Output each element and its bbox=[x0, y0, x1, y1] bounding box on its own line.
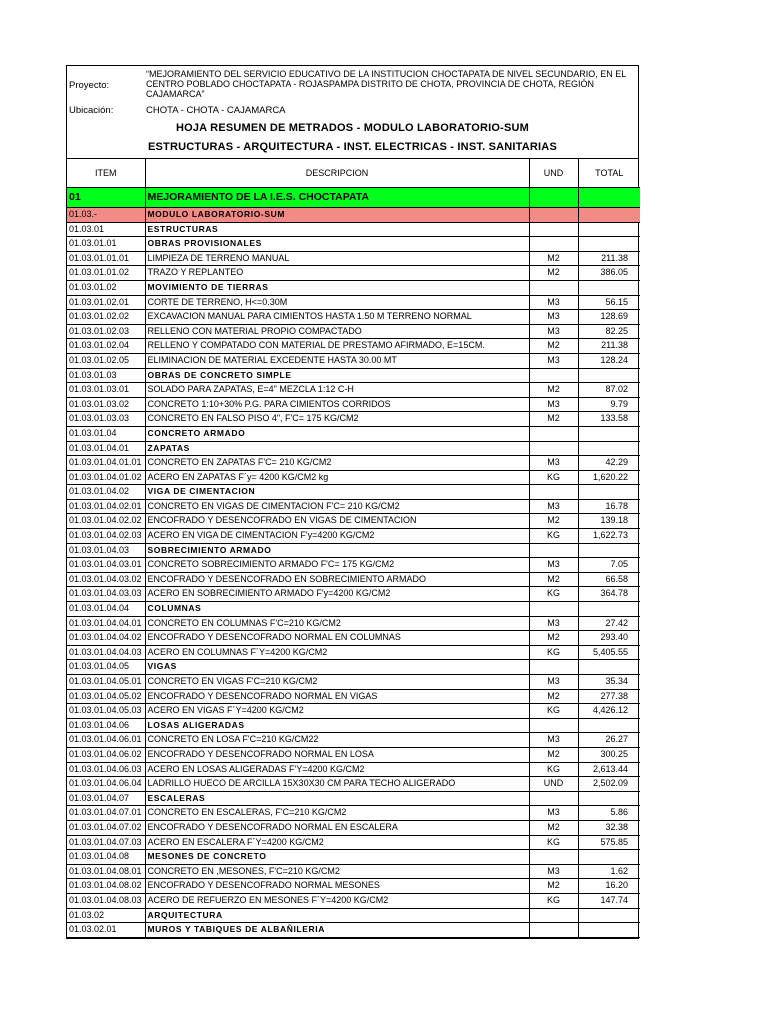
table-row bbox=[67, 543, 640, 558]
row-description-cell: MUROS Y TABIQUES DE ALBAÑILERIA bbox=[145, 923, 529, 938]
row-unit-cell: M3 bbox=[529, 456, 578, 471]
row-total-cell: 211.38 bbox=[578, 251, 640, 266]
row-description-cell: ESCALERAS bbox=[145, 791, 529, 806]
row-item-cell: 01.03.01.04.07 bbox=[67, 791, 145, 806]
table-row bbox=[67, 368, 640, 383]
metrados-table bbox=[67, 159, 640, 938]
row-unit-cell bbox=[529, 208, 578, 223]
row-total-cell bbox=[578, 602, 640, 617]
row-total-cell: 139.18 bbox=[578, 514, 640, 529]
row-item-cell: 01.03.01.01.02 bbox=[67, 266, 145, 281]
row-total-cell bbox=[578, 660, 640, 675]
row-unit-cell bbox=[529, 543, 578, 558]
row-description-cell: CONCRETO EN VIGAS DE CIMENTACION F'C= 210 KG/CM2 bbox=[145, 499, 529, 514]
row-description-cell: COLUMNAS bbox=[145, 602, 529, 617]
row-description-cell: CONCRETO SOBRECIMIENTO ARMADO F'C= 175 KG/CM2 bbox=[145, 558, 529, 573]
row-unit-cell: M3 bbox=[529, 864, 578, 879]
row-item-cell: 01.03.01.01 bbox=[67, 237, 145, 252]
column-header-und: UND bbox=[529, 159, 578, 188]
row-unit-cell bbox=[529, 237, 578, 252]
row-unit-cell: M3 bbox=[529, 675, 578, 690]
row-item-cell: 01.03.01.04.05.01 bbox=[67, 675, 145, 690]
row-item-cell: 01.03.01.04.02.02 bbox=[67, 514, 145, 529]
table-row bbox=[67, 412, 640, 427]
row-total-cell: 9.79 bbox=[578, 397, 640, 412]
table-row bbox=[67, 835, 640, 850]
row-total-cell: 26.27 bbox=[578, 733, 640, 748]
row-unit-cell: M3 bbox=[529, 733, 578, 748]
row-unit-cell: KG bbox=[529, 470, 578, 485]
table-row bbox=[67, 733, 640, 748]
row-total-cell: 27.42 bbox=[578, 616, 640, 631]
row-unit-cell: M3 bbox=[529, 397, 578, 412]
row-total-cell: 5,405.55 bbox=[578, 645, 640, 660]
row-description-cell: ZAPATAS bbox=[145, 441, 529, 456]
row-description-cell: CONCRETO EN COLUMNAS F'C=210 KG/CM2 bbox=[145, 616, 529, 631]
ubicacion-value: CHOTA - CHOTA - CAJAMARCA bbox=[146, 104, 286, 116]
proyecto-value: “MEJORAMIENTO DEL SERVICIO EDUCATIVO DE LA INSTITUCION CHOCTAPATA DE NIVEL SECUNDARIO, EN EL CENTRO POBLADO CHOCTAPATA - ROJASPAMPA DISTRITO DE CHOTA, PROVINCIA DE CHOTA, REGIÓN CAJAMARCA” bbox=[146, 69, 626, 99]
table-row bbox=[67, 280, 640, 295]
row-description-cell: ACERO DE REFUERZO EN MESONES F´Y=4200 KG/CM2 bbox=[145, 893, 529, 908]
row-total-cell bbox=[578, 850, 640, 865]
row-total-cell: 1,620.22 bbox=[578, 470, 640, 485]
row-unit-cell: M2 bbox=[529, 689, 578, 704]
table-row bbox=[67, 850, 640, 865]
table-row bbox=[67, 747, 640, 762]
row-unit-cell bbox=[529, 426, 578, 441]
row-item-cell: 01.03.- bbox=[67, 208, 145, 223]
row-total-cell: 4,426.12 bbox=[578, 704, 640, 719]
row-total-cell bbox=[578, 222, 640, 237]
row-total-cell: 56.15 bbox=[578, 295, 640, 310]
row-unit-cell bbox=[529, 280, 578, 295]
row-description-cell: ACERO EN ESCALERA F´Y=4200 KG/CM2 bbox=[145, 835, 529, 850]
sheet-title: HOJA RESUMEN DE METRADOS - MODULO LABORATORIO-SUM bbox=[175, 122, 530, 134]
sheet-subtitle: ESTRUCTURAS - ARQUITECTURA - INST. ELECTRICAS - INST. SANITARIAS bbox=[67, 136, 638, 159]
row-item-cell: 01.03.01.04.04.03 bbox=[67, 645, 145, 660]
row-description-cell: ELIMINACION DE MATERIAL EXCEDENTE HASTA 30.00 MT bbox=[145, 353, 529, 368]
row-description-cell: LIMPIEZA DE TERRENO MANUAL bbox=[145, 251, 529, 266]
table-row bbox=[67, 383, 640, 398]
column-header-total: TOTAL bbox=[578, 159, 640, 188]
row-item-cell: 01.03.01.02 bbox=[67, 280, 145, 295]
row-item-cell: 01.03.01.04.04.01 bbox=[67, 616, 145, 631]
row-description-cell: ENCOFRADO Y DESENCOFRADO EN VIGAS DE CIMENTACION bbox=[145, 514, 529, 529]
row-description-cell: ENCOFRADO Y DESENCOFRADO NORMAL EN ESCALERA bbox=[145, 820, 529, 835]
row-item-cell: 01 bbox=[67, 188, 145, 208]
column-header-descripcion: DESCRIPCION bbox=[145, 159, 529, 188]
table-row bbox=[67, 485, 640, 500]
row-unit-cell bbox=[529, 923, 578, 938]
table-row bbox=[67, 353, 640, 368]
row-unit-cell: M2 bbox=[529, 572, 578, 587]
row-unit-cell bbox=[529, 791, 578, 806]
row-item-cell: 01.03.01.04.01 bbox=[67, 441, 145, 456]
row-unit-cell bbox=[529, 660, 578, 675]
row-total-cell: 300.25 bbox=[578, 747, 640, 762]
row-total-cell bbox=[578, 923, 640, 938]
row-unit-cell: KG bbox=[529, 645, 578, 660]
table-row bbox=[67, 777, 640, 792]
row-description-cell: MESONES DE CONCRETO bbox=[145, 850, 529, 865]
table-header-row bbox=[67, 159, 640, 188]
row-item-cell: 01.03.01.04.06 bbox=[67, 718, 145, 733]
table-row bbox=[67, 893, 640, 908]
table-row bbox=[67, 324, 640, 339]
row-description-cell: CONCRETO EN VIGAS F'C=210 KG/CM2 bbox=[145, 675, 529, 690]
row-description-cell: VIGAS bbox=[145, 660, 529, 675]
table-row bbox=[67, 529, 640, 544]
row-total-cell: 35.34 bbox=[578, 675, 640, 690]
row-description-cell: RELLENO CON MATERIAL PROPIO COMPACTADO bbox=[145, 324, 529, 339]
row-unit-cell bbox=[529, 368, 578, 383]
ubicacion-row bbox=[67, 100, 638, 120]
row-item-cell: 01.03.01.04.05.03 bbox=[67, 704, 145, 719]
row-item-cell: 01.03.01.04.01.02 bbox=[67, 470, 145, 485]
table-row bbox=[67, 208, 640, 223]
table-row bbox=[67, 310, 640, 325]
row-description-cell: ENCOFRADO Y DESENCOFRADO NORMAL EN VIGAS bbox=[145, 689, 529, 704]
row-unit-cell bbox=[529, 718, 578, 733]
row-description-cell: RELLENO Y COMPATADO CON MATERIAL DE PRESTAMO AFIRMADO, E=15CM. bbox=[145, 339, 529, 354]
row-unit-cell: UND bbox=[529, 777, 578, 792]
row-unit-cell: M2 bbox=[529, 631, 578, 646]
row-description-cell: OBRAS DE CONCRETO SIMPLE bbox=[145, 368, 529, 383]
row-unit-cell: KG bbox=[529, 704, 578, 719]
row-total-cell: 66.58 bbox=[578, 572, 640, 587]
row-item-cell: 01.03.01.03.01 bbox=[67, 383, 145, 398]
row-item-cell: 01.03.02.01 bbox=[67, 923, 145, 938]
row-description-cell: LADRILLO HUECO DE ARCILLA 15X30X30 CM PARA TECHO ALIGERADO bbox=[145, 777, 529, 792]
row-total-cell: 16.20 bbox=[578, 879, 640, 894]
row-unit-cell: M2 bbox=[529, 820, 578, 835]
row-unit-cell: M2 bbox=[529, 514, 578, 529]
table-row bbox=[67, 499, 640, 514]
row-item-cell: 01.03.01.04.02 bbox=[67, 485, 145, 500]
row-total-cell bbox=[578, 791, 640, 806]
row-total-cell: 32.38 bbox=[578, 820, 640, 835]
table-row bbox=[67, 806, 640, 821]
row-description-cell: TRAZO Y REPLANTEO bbox=[145, 266, 529, 281]
row-unit-cell: M2 bbox=[529, 383, 578, 398]
row-item-cell: 01.03.01.04.06.02 bbox=[67, 747, 145, 762]
row-total-cell: 128.24 bbox=[578, 353, 640, 368]
row-total-cell: 2,502.09 bbox=[578, 777, 640, 792]
row-total-cell: 2,613.44 bbox=[578, 762, 640, 777]
row-description-cell: CONCRETO EN ,MESONES, F'C=210 KG/CM2 bbox=[145, 864, 529, 879]
row-description-cell: ACERO EN VIGAS F´Y=4200 KG/CM2 bbox=[145, 704, 529, 719]
table-row bbox=[67, 456, 640, 471]
row-total-cell: 16.78 bbox=[578, 499, 640, 514]
row-description-cell: ACERO EN COLUMNAS F´Y=4200 KG/CM2 bbox=[145, 645, 529, 660]
row-description-cell: ESTRUCTURAS bbox=[145, 222, 529, 237]
table-row bbox=[67, 689, 640, 704]
row-item-cell: 01.03.01.02.03 bbox=[67, 324, 145, 339]
row-item-cell: 01.03.01.04 bbox=[67, 426, 145, 441]
row-item-cell: 01.03.01.02.01 bbox=[67, 295, 145, 310]
proyecto-row bbox=[67, 66, 638, 100]
row-unit-cell: KG bbox=[529, 893, 578, 908]
row-item-cell: 01.03.01.04.05.02 bbox=[67, 689, 145, 704]
row-unit-cell: M2 bbox=[529, 266, 578, 281]
row-unit-cell: M3 bbox=[529, 558, 578, 573]
row-total-cell bbox=[578, 543, 640, 558]
table-row bbox=[67, 339, 640, 354]
proyecto-label: Proyecto: bbox=[69, 80, 110, 91]
table-row bbox=[67, 645, 640, 660]
row-description-cell: ACERO EN SOBRECIMIENTO ARMADO F'y=4200 KG/CM2 bbox=[145, 587, 529, 602]
row-total-cell: 128.69 bbox=[578, 310, 640, 325]
row-total-cell: 1,622.73 bbox=[578, 529, 640, 544]
table-row bbox=[67, 704, 640, 719]
row-item-cell: 01.03.01.04.06.01 bbox=[67, 733, 145, 748]
row-item-cell: 01.03.01.04.02.03 bbox=[67, 529, 145, 544]
row-total-cell bbox=[578, 208, 640, 223]
row-total-cell: 364.78 bbox=[578, 587, 640, 602]
row-unit-cell: M3 bbox=[529, 499, 578, 514]
row-item-cell: 01.03.01.01.01 bbox=[67, 251, 145, 266]
row-unit-cell: KG bbox=[529, 587, 578, 602]
table-row bbox=[67, 908, 640, 923]
table-row bbox=[67, 602, 640, 617]
row-description-cell: MODULO LABORATORIO-SUM bbox=[145, 208, 529, 223]
row-item-cell: 01.03.01.04.04.02 bbox=[67, 631, 145, 646]
row-total-cell: 211.38 bbox=[578, 339, 640, 354]
row-unit-cell bbox=[529, 188, 578, 208]
row-item-cell: 01.03.02 bbox=[67, 908, 145, 923]
row-total-cell bbox=[578, 188, 640, 208]
row-description-cell: VIGA DE CIMENTACION bbox=[145, 485, 529, 500]
row-item-cell: 01.03.01.04.08 bbox=[67, 850, 145, 865]
row-description-cell: CONCRETO EN FALSO PISO 4", F'C= 175 KG/CM2 bbox=[145, 412, 529, 427]
row-total-cell: 87.02 bbox=[578, 383, 640, 398]
row-item-cell: 01.03.01.04.01.01 bbox=[67, 456, 145, 471]
row-item-cell: 01.03.01.04.06.03 bbox=[67, 762, 145, 777]
table-row bbox=[67, 762, 640, 777]
table-row bbox=[67, 426, 640, 441]
row-unit-cell: M2 bbox=[529, 879, 578, 894]
row-total-cell: 147.74 bbox=[578, 893, 640, 908]
row-total-cell: 1.62 bbox=[578, 864, 640, 879]
row-total-cell bbox=[578, 237, 640, 252]
row-item-cell: 01.03.01.04.07.01 bbox=[67, 806, 145, 821]
table-row bbox=[67, 791, 640, 806]
table-row bbox=[67, 295, 640, 310]
table-row bbox=[67, 441, 640, 456]
row-description-cell: ENCOFRADO Y DESENCOFRADO EN SOBRECIMIENTO ARMADO bbox=[145, 572, 529, 587]
row-description-cell: MEJORAMIENTO DE LA I.E.S. CHOCTAPATA bbox=[145, 188, 529, 208]
table-row bbox=[67, 879, 640, 894]
row-description-cell: ARQUITECTURA bbox=[145, 908, 529, 923]
row-description-cell: CONCRETO EN LOSA F'C=210 KG/CM22 bbox=[145, 733, 529, 748]
row-item-cell: 01.03.01.04.04 bbox=[67, 602, 145, 617]
table-row bbox=[67, 675, 640, 690]
row-description-cell: ENCOFRADO Y DESENCOFRADO NORMAL EN LOSA bbox=[145, 747, 529, 762]
row-description-cell: CONCRETO EN ZAPATAS F'C= 210 KG/CM2 bbox=[145, 456, 529, 471]
row-description-cell: ACERO EN ZAPATAS F´y= 4200 KG/CM2 kg bbox=[145, 470, 529, 485]
table-row bbox=[67, 631, 640, 646]
table-row bbox=[67, 237, 640, 252]
row-total-cell bbox=[578, 368, 640, 383]
row-item-cell: 01.03.01.02.02 bbox=[67, 310, 145, 325]
row-unit-cell bbox=[529, 850, 578, 865]
row-unit-cell: M2 bbox=[529, 412, 578, 427]
row-total-cell: 82.25 bbox=[578, 324, 640, 339]
row-description-cell: ENCOFRADO Y DESENCOFRADO NORMAL EN COLUMNAS bbox=[145, 631, 529, 646]
row-total-cell bbox=[578, 485, 640, 500]
row-unit-cell bbox=[529, 602, 578, 617]
row-item-cell: 01.03.01.04.08.02 bbox=[67, 879, 145, 894]
row-description-cell: ACERO EN VIGA DE CIMENTACION F'y=4200 KG/CM2 bbox=[145, 529, 529, 544]
row-total-cell: 293.40 bbox=[578, 631, 640, 646]
table-row bbox=[67, 188, 640, 208]
row-unit-cell: M2 bbox=[529, 339, 578, 354]
row-description-cell: CONCRETO 1:10+30% P.G. PARA CIMIENTOS CORRIDOS bbox=[145, 397, 529, 412]
table-row bbox=[67, 587, 640, 602]
row-total-cell: 7.05 bbox=[578, 558, 640, 573]
row-unit-cell: KG bbox=[529, 835, 578, 850]
table-row bbox=[67, 820, 640, 835]
row-unit-cell: KG bbox=[529, 529, 578, 544]
row-total-cell: 386.05 bbox=[578, 266, 640, 281]
row-item-cell: 01.03.01.04.03 bbox=[67, 543, 145, 558]
row-unit-cell: M2 bbox=[529, 747, 578, 762]
table-row bbox=[67, 251, 640, 266]
row-item-cell: 01.03.01.04.08.03 bbox=[67, 893, 145, 908]
row-total-cell: 277.38 bbox=[578, 689, 640, 704]
row-total-cell: 133.58 bbox=[578, 412, 640, 427]
row-description-cell: MOVIMIENTO DE TIERRAS bbox=[145, 280, 529, 295]
table-row bbox=[67, 558, 640, 573]
row-item-cell: 01.03.01.04.08.01 bbox=[67, 864, 145, 879]
table-row bbox=[67, 572, 640, 587]
row-unit-cell: M3 bbox=[529, 616, 578, 631]
row-item-cell: 01.03.01.04.02.01 bbox=[67, 499, 145, 514]
table-row bbox=[67, 718, 640, 733]
row-description-cell: LOSAS ALIGERADAS bbox=[145, 718, 529, 733]
row-item-cell: 01.03.01.03.02 bbox=[67, 397, 145, 412]
row-total-cell bbox=[578, 441, 640, 456]
table-row bbox=[67, 470, 640, 485]
row-item-cell: 01.03.01.04.03.01 bbox=[67, 558, 145, 573]
row-item-cell: 01.03.01.04.05 bbox=[67, 660, 145, 675]
table-row bbox=[67, 514, 640, 529]
table-row bbox=[67, 923, 640, 938]
table-row bbox=[67, 266, 640, 281]
row-unit-cell bbox=[529, 908, 578, 923]
row-total-cell bbox=[578, 718, 640, 733]
row-item-cell: 01.03.01.04.03.03 bbox=[67, 587, 145, 602]
table-row bbox=[67, 864, 640, 879]
ubicacion-label: Ubicación: bbox=[69, 104, 114, 116]
row-total-cell bbox=[578, 280, 640, 295]
row-description-cell: CONCRETO ARMADO bbox=[145, 426, 529, 441]
row-item-cell: 01.03.01.04.07.03 bbox=[67, 835, 145, 850]
row-description-cell: EXCAVACION MANUAL PARA CIMIENTOS HASTA 1.50 M TERRENO NORMAL bbox=[145, 310, 529, 325]
row-item-cell: 01.03.01.02.04 bbox=[67, 339, 145, 354]
table-row bbox=[67, 660, 640, 675]
table-row bbox=[67, 397, 640, 412]
table-row bbox=[67, 616, 640, 631]
row-unit-cell bbox=[529, 441, 578, 456]
row-unit-cell: KG bbox=[529, 762, 578, 777]
row-total-cell: 575.85 bbox=[578, 835, 640, 850]
table-body bbox=[67, 188, 640, 938]
row-description-cell: CONCRETO EN ESCALERAS, F'C=210 KG/CM2 bbox=[145, 806, 529, 821]
row-item-cell: 01.03.01.02.05 bbox=[67, 353, 145, 368]
row-description-cell: SOLADO PARA ZAPATAS, E=4" MEZCLA 1:12 C-H bbox=[145, 383, 529, 398]
row-unit-cell: M3 bbox=[529, 324, 578, 339]
row-item-cell: 01.03.01.04.06.04 bbox=[67, 777, 145, 792]
row-description-cell: ENCOFRADO Y DESENCOFRADO NORMAL MESONES bbox=[145, 879, 529, 894]
table-row bbox=[67, 222, 640, 237]
row-description-cell: OBRAS PROVISIONALES bbox=[145, 237, 529, 252]
row-item-cell: 01.03.01 bbox=[67, 222, 145, 237]
row-item-cell: 01.03.01.03 bbox=[67, 368, 145, 383]
row-item-cell: 01.03.01.04.07.02 bbox=[67, 820, 145, 835]
metrados-sheet bbox=[66, 65, 639, 939]
row-unit-cell bbox=[529, 222, 578, 237]
row-unit-cell: M2 bbox=[529, 251, 578, 266]
row-unit-cell bbox=[529, 485, 578, 500]
row-unit-cell: M3 bbox=[529, 806, 578, 821]
row-description-cell: ACERO EN LOSAS ALIGERADAS F'Y=4200 KG/CM2 bbox=[145, 762, 529, 777]
row-description-cell: SOBRECIMIENTO ARMADO bbox=[145, 543, 529, 558]
row-unit-cell: M3 bbox=[529, 310, 578, 325]
row-total-cell bbox=[578, 908, 640, 923]
row-total-cell bbox=[578, 426, 640, 441]
row-total-cell: 42.29 bbox=[578, 456, 640, 471]
row-item-cell: 01.03.01.04.03.02 bbox=[67, 572, 145, 587]
column-header-item: ITEM bbox=[67, 159, 145, 188]
row-item-cell: 01.03.01.03.03 bbox=[67, 412, 145, 427]
row-total-cell: 5.86 bbox=[578, 806, 640, 821]
row-description-cell: CORTE DE TERRENO, H<=0.30M bbox=[145, 295, 529, 310]
row-unit-cell: M3 bbox=[529, 353, 578, 368]
row-unit-cell: M3 bbox=[529, 295, 578, 310]
